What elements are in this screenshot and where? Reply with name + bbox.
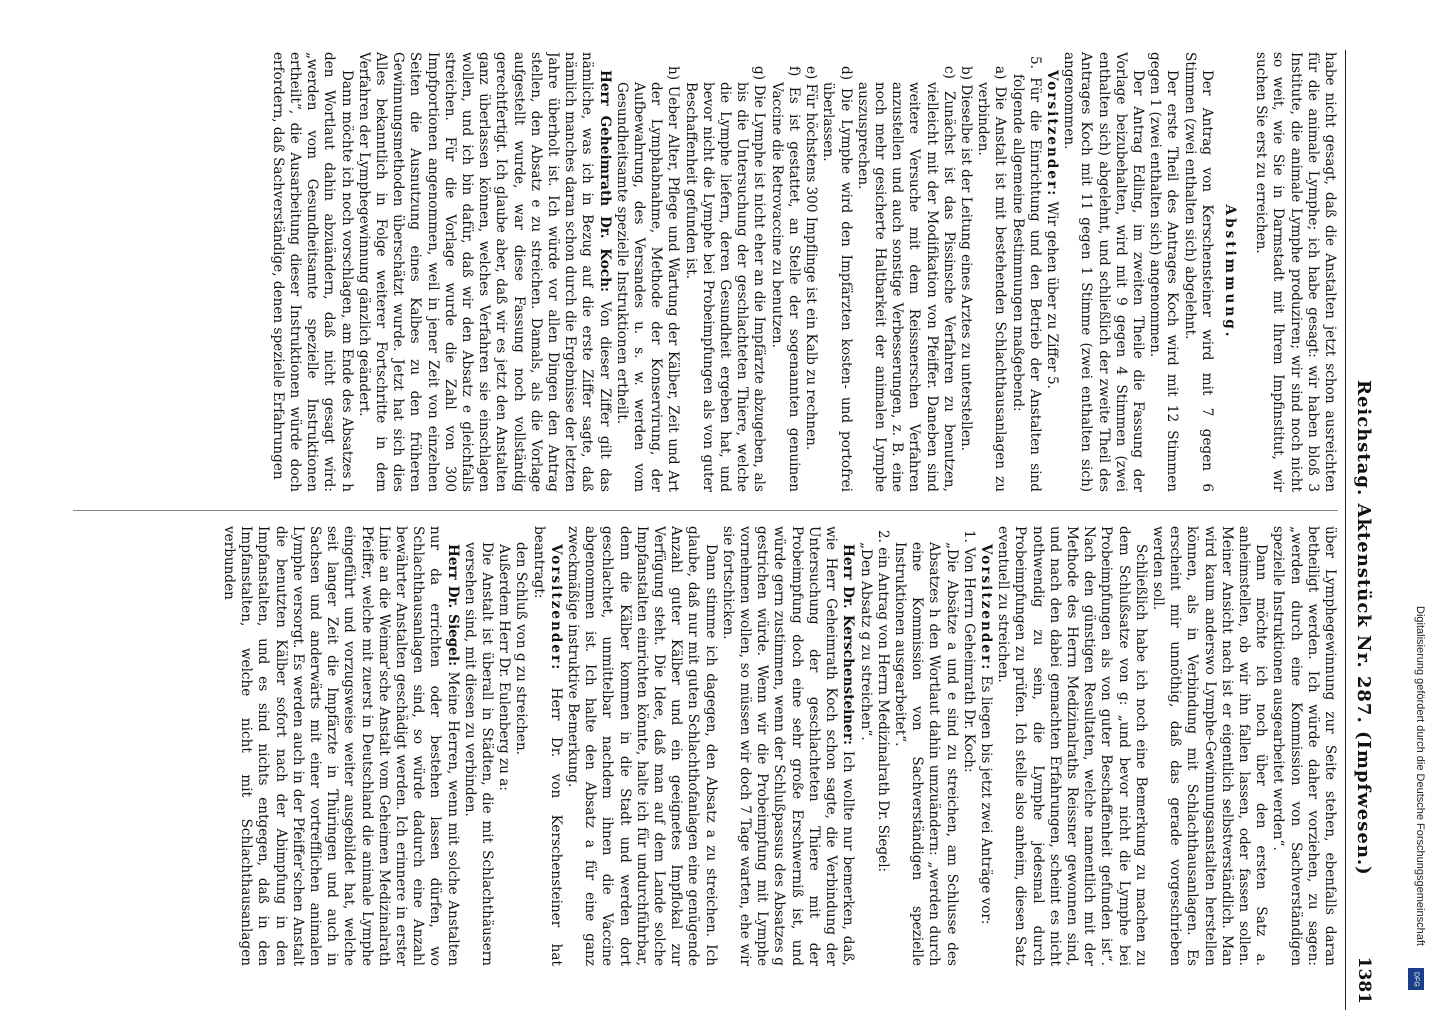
paragraph: Der Antrag Edling, im zweiten Theile die Fassung der Vorlage beizubehalten, wird mit 9 gegen 4 Stimmen (zwei enthalten sich) abgelehnt, und schließlich der zweite Theil des Antrages Koch mit 11 gegen 1 Stimme (zwei enthalten sich) angenommen. (1061, 52, 1146, 492)
speech-text: Meine Herren, wenn mit solche Anstalten nur da errichten oder bestehen lassen dürfen, wo Schlachthausanlagen sind, so würde dadurch eine Anzahl bewährter Anstalten geschädigt werden. Ich erinnere in erster Linie an die Weimar'sche Anstalt vom Geheimen Medizinalrath Pfeiffer, welche mit zuerst in Deutschland die animale Lymphe eingeführt und vorzugsweise weiter ausgebildet hat, welche seit langer Zeit die Impfärzte in Thüringen und auch in Sachsen und anderwärts mit einer vortrefflichen animalen Lymphe versorgt. Es werden auch in der Pfeiffer'schen Anstalt die benutzten Kälber sofort nach der Abimpfung in den Impfanstalten, und es sind nichts entgegen, daß in den Impfanstalten, welche nicht mit Schlachthausanlagen verbunden (221, 526, 461, 966)
paragraph: Schließlich habe ich noch eine Bemerkung zu machen zu dem Schlußsatze von g: „und bevor nicht die Lymphe bei Probeimpfungen als von guter Beschaffenheit gefunden ist“. Nach den günstigen Resultaten, welche namentlich mit der Methode des Herrn Medizinalraths Reissner gewonnen sind, und nach den dabei gemachten Erfahrungen, scheint es nicht nothwendig zu sein, die Lymphe jedesmal durch Probeimpfungen zu prüfen. Ich stelle also anheim, diesen Satz eventuell zu streichen. (995, 526, 1149, 966)
speech-text: Von dieser Ziffer gilt das nämliche, was ich in Bezug auf die erste Ziffer sagte, daß nämlich manches daran schon durch die Ergebnisse der letzten Jahre überholt ist. Ich würde vor allen Dingen den Antrag stellen, den Absatz e zu streichen. Damals, als die Vorlage aufgestellt wurde, war diese Fassung noch vollständig gerechtfertigt. Ich glaube aber, daß wir es jetzt den Anstalten ganz überlassen können, welches Verfahren sie einschlagen wollen, und ich bin dafür, daß wir den Absatz e gleichfalls streichen. Für die Vorlage wurde die Zahl von 300 Impfportionen angenommen, weil in jener Zeit von einzelnen Seiten die Ausnutzung eines Kalbes zu den früheren Gewinnungsmethoden überschätzt wurde. Jetzt hat sich dies Alles bekanntlich in Folge weiterer Fortschritte in dem Verfahren der Lymphegewinnung gänzlich geändert. (355, 52, 613, 492)
speech (719, 526, 857, 966)
speech-text: Ich wollte nur bemerken, daß, wie Herr Geheimrath Koch schon sagte, die Verbindung der Untersuchung der geschlachteten Thiere mit der Probeimpfung doch eine sehr große Erschwerniß ist, und würde gern zustimmen, wenn der Schlußpassus des Absatzes g gestrichen würde. Wenn wir die Probeimpfung mit Lymphe vornehmen wollen, so müssen wir doch 7 Tage warten, ehe wir sie fortschicken. (719, 526, 857, 966)
page-header (1345, 50, 1382, 1010)
list-item: e) Für höchstens 300 Impflinge ist ein Kalb zu rechnen. (803, 66, 820, 451)
paragraph: Außerdem Herr Dr. Eulenberg zu a: (496, 544, 513, 791)
speaker-name: Herr Dr. Kerschensteiner: (840, 544, 857, 745)
speech (1043, 52, 1060, 492)
paragraph: Dann möchte ich noch vorschlagen, am Ende des Absatzes h den Wortlaut dahin abzuändern, daß nicht gesagt wird: „werden vom Gesundheitsamte spezielle Instruktionen ertheilt“, die Ausarbeitung dieser Instruktionen würde doch erfordern, daß Sachverständige, denen spezielle Erfahrungen (269, 52, 355, 492)
list-item: 5. Für die Einrichtung und den Betrieb der Anstalten sind folgende allgemeine Bestimmungen maßgebend: (1009, 56, 1043, 492)
paragraph: Dann möchte ich noch über den ersten Satz a. anheimstellen, ob wir ihn fallen lassen, oder fassen sollen. Meiner Ansicht nach ist er eigentlich selbstverständlich. Man wird kaum anderswo Lymphe-Gewinnungsanstalten herstellen können, als in Verbindung mit Schlachthausanlagen. Es erscheint mir unnöthig, daß das gerade vorgeschrieben werden soll. (1149, 526, 1270, 966)
speech-text: Wir gehen über zu Ziffer 5. (1043, 201, 1060, 389)
motion-quote: „Die Absätze a und e sind zu streichen, am Schlusse des Absatzes h den Wortlaut dahin umzuändern: „werden durch eine Kommission von Sachverständigen spezielle Instruktionen ausgearbeitet“. (891, 542, 960, 966)
motion-quote: Die Anstalt ist überall in Städten, die mit Schlachthäusern versehen sind, mit diesen zu verbinden. (461, 542, 496, 966)
right-column (73, 526, 1338, 966)
running-head: Reichstag. Aktenstück Nr. 287. (Impfwesen.) (1353, 380, 1374, 876)
list-item: c) Zunächst ist das Pissinsche Verfahren zu benutzen, vielleicht mit der Modifikation von Pfeiffer. Daneben sind weitere Versuche mit dem Reissnerschen Verfahren anzustellen und auch sonstige Verbesserungen, z. B. eine noch mehr gesicherte Haltbarkeit der animalen Lymphe auszusprechen. (854, 66, 957, 492)
list-item: a) Die Anstalt ist mit bestehenden Schlachthausanlagen zu verbinden. (975, 66, 1009, 492)
rotated-document-page (62, 50, 1382, 1010)
dfg-logo: DFG (1408, 968, 1424, 990)
list-item: b) Dieselbe ist der Leitung eines Arztes zu unterstellen. (957, 66, 974, 451)
list-item: d) Die Lymphe wird den Impfärzten kosten- und portofrei überlassen. (820, 66, 854, 492)
funding-credit: Digitalisierung gefördert durch die Deutsche Forschungsgemeinschaft (1414, 606, 1426, 946)
digitization-footer (1398, 0, 1432, 1000)
list-item: g) Die Lymphe ist nicht eher an die Impfärzte abzugeben, als bis die Untersuchung der geschlachteten Thiere, welche die Lymphe liefern, deren Gesundheit ergeben hat, und bevor nicht die Lymphe bei Probeimpfungen als von guter Beschaffenheit gefunden ist. (682, 66, 768, 492)
speech-text: Es liegen bis jetzt zwei Anträge vor: (977, 675, 994, 925)
page-number: 1381 (1354, 956, 1374, 1004)
speaker-name: Herr Geheimrath Dr. Koch: (596, 70, 613, 293)
paragraph: habe nicht gesagt, daß die Anstalten jetzt schon ausreichten für die animale Lymphe; ich habe gesagt: wir haben bloß 3 Institute, die animale Lymphe produziren; wir sind noch nicht so weit, wie Sie in Darmstadt mit Ihrem Impfinstitut, wir suchen Sie erst zu erreichen. (1253, 52, 1338, 492)
paragraph: Dann stimme ich dagegen, den Absatz a zu streichen. Ich glaube, daß nur mit guten Schlachthofanlagen eine genügende Anzahl guter Kälber und ein geeignetes Impflokal zur Verfügung steht. Die Idee, daß man auf dem Lande solche Impfanstalten einrichten könnte, halte ich für undurchführbar, denn die Kälber kommen in die Stadt und werden dort geschlachtet, unmittelbar nachdem ihnen die Vaccine abgenommen ist. Ich halte den Absatz a für eine ganz zweckmäßige instruktive Bemerkung. (565, 526, 719, 966)
speaker-name: Vorsitzender: (977, 544, 994, 672)
paragraph: Der Antrag von Kerschensteiner wird mit 7 gegen 6 Stimmen (zwei enthalten sich) abgelehnt. (1181, 52, 1215, 492)
section-heading: Abstimmung. (1221, 204, 1238, 340)
speech-text: Herr Dr. von Kerschensteiner hat beantragt: (530, 526, 564, 966)
speaker-name: Vorsitzender: (1043, 70, 1060, 198)
speech (529, 526, 563, 966)
motion-quote: „Den Absatz g zu streichen“. (857, 542, 874, 741)
speech (220, 526, 461, 966)
motion-item: 1. Von Herrn Geheimrath Dr. Koch: (960, 530, 977, 773)
list-item: f) Es ist gestattet, an Stelle der sogenannten genuinen Vaccine die Retrovaccine zu benutzen. (768, 66, 802, 492)
paragraph: über Lymphegewinnung zur Seite stehen, ebenfalls daran betheiligt werden. Ich würde daher vorziehen, zu sagen: „werden durch eine Kommission von Sachverständigen spezielle Instruktionen ausgearbeitet werden“. (1270, 526, 1338, 966)
left-column (73, 52, 1338, 492)
list-item: h) Ueber Alter, Pflege und Wartung der Kälber, Zeit und Art der Lymphabnahme, Methode der Konservirung, der Aufbewahrung, des Versandes u. s. w. werden vom Gesundheitsamte spezielle Instruktionen ertheilt. (613, 66, 682, 492)
speech (977, 526, 994, 966)
motion-quote: den Schluß von g zu streichen. (513, 542, 530, 756)
motion-item: 2. ein Antrag von Herrn Medizinalrath Dr. Siegel: (874, 530, 891, 873)
speech (355, 52, 613, 492)
speaker-name: Herr Dr. Siegel: (444, 544, 461, 667)
speaker-name: Vorsitzender: (547, 544, 564, 672)
paragraph: Der erste Theil des Antrages Koch wird mit 12 Stimmen gegen 1 (zwei enthalten sich) angenommen. (1147, 52, 1181, 492)
column-divider (73, 510, 1338, 511)
